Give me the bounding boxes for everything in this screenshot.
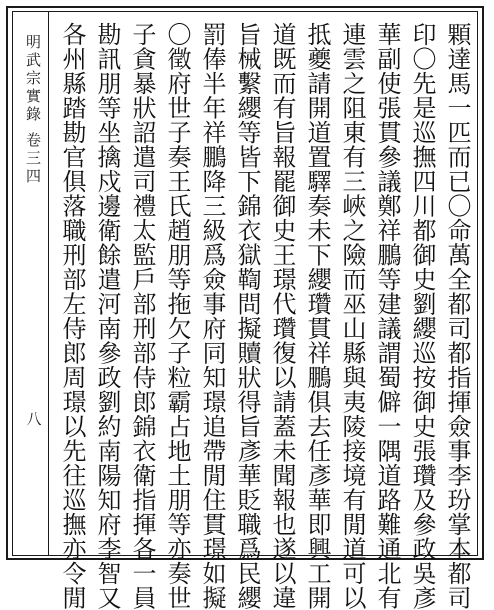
text-column: 道既而有旨報罷御史王璟代瓚復以請蓋未聞報也遂以違 [268, 22, 296, 610]
text-column: 勘訊朋等坐擒戍邊衛餘遣河南參政劉約南陽知府李智又 [93, 22, 121, 610]
text-column: 各州縣踏勘官俱落職刑部左侍郎周璟以先往巡撫亦令閒 [58, 22, 86, 610]
text-column: 印〇先是巡撫四川都御史劉纓巡按御史張瓚及參政吳彥 [408, 22, 436, 610]
text-column: 子貪暴狀詔遣司禮太監戶部刑部侍郎錦衣衛指揮各一員 [128, 22, 156, 610]
main-text [54, 22, 474, 610]
text-column: 華副使張貫參議鄭祥鵬等建議謂蜀僻一隅道路難通北有 [373, 22, 401, 610]
margin-divider [48, 12, 49, 555]
text-column: 〇徵府世子奏王氏趙朋等拖欠子粒霸占地土朋等亦奏世 [163, 22, 191, 610]
text-column: 連雲之阻東有三峽之險而巫山縣與夷陵接境有閒道可以 [338, 22, 366, 610]
text-column: 旨械繫纓等皆下錦衣獄鞫問擬贖狀得旨彥華貶職爲民纓 [233, 22, 261, 610]
text-column: 罰俸半年祥鵬降三級爲僉事府同知璟追帶閒住貫璟如擬 [198, 22, 226, 610]
text-column: 抵夔請開道置驛奏未下纓瓚貫祥鵬俱去任彥華即興工開 [303, 22, 331, 610]
margin-book-title: 明武宗實錄 卷三四 [24, 34, 42, 186]
text-column: 顆達馬一匹而已〇命萬全都司都指揮僉事李玢掌本都司 [443, 22, 471, 610]
page-number: 八 [26, 410, 42, 428]
